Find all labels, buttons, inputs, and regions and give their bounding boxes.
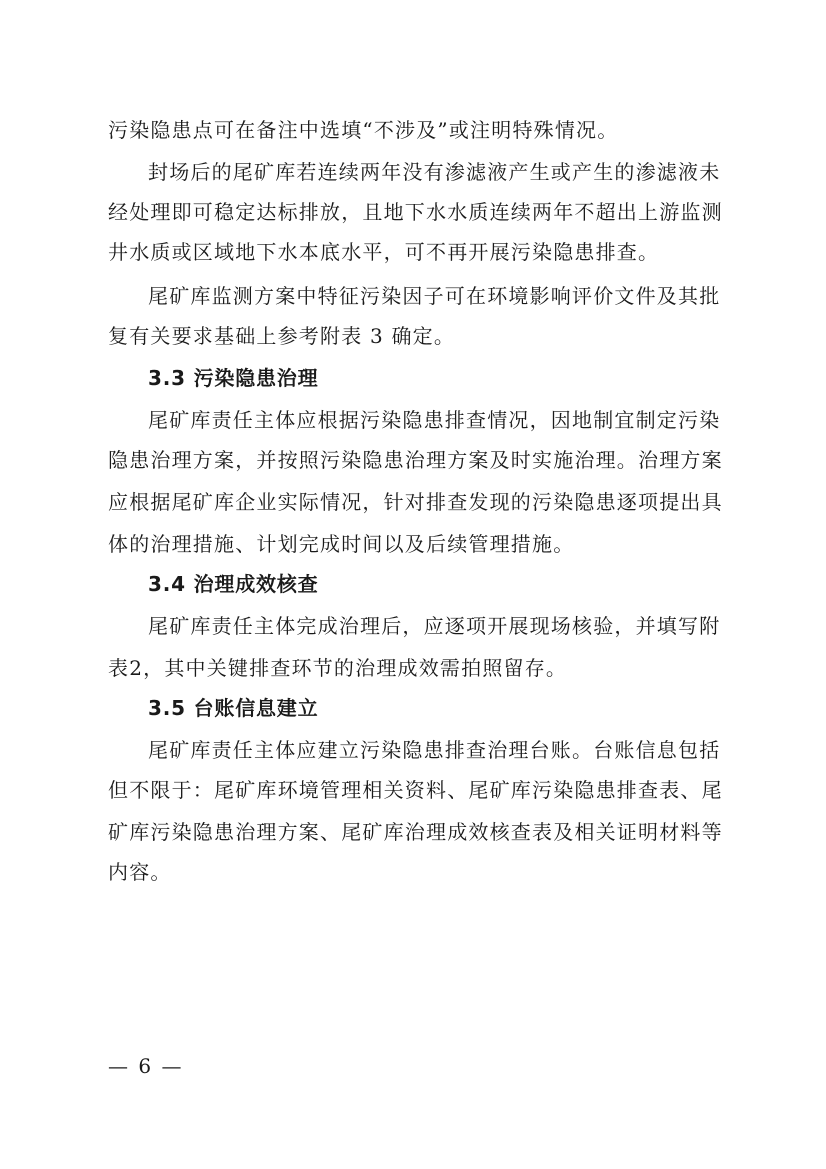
paragraph-line: 尾矿库责任主体应建立污染隐患排查治理台账。台账信息包括 <box>148 738 721 762</box>
paragraph-line: 尾矿库责任主体完成治理后，应逐项开展现场核验，并填写附 <box>148 614 721 638</box>
paragraph-line: 表2，其中关键排查环节的治理成效需拍照留存。 <box>108 656 568 680</box>
paragraph-line: 尾矿库责任主体应根据污染隐患排查情况，因地制宜制定污染 <box>148 408 721 432</box>
paragraph-line: 矿库污染隐患治理方案、尾矿库治理成效核查表及相关证明材料等 <box>108 820 723 844</box>
paragraph-line: 经处理即可稳定达标排放，且地下水水质连续两年不超出上游监测 <box>108 200 723 224</box>
paragraph-line: 复有关要求基础上参考附表 3 确定。 <box>108 324 456 348</box>
paragraph-line: 封场后的尾矿库若连续两年没有渗滤液产生或产生的渗滤液未 <box>148 160 721 184</box>
section-heading: 3.5 台账信息建立 <box>148 696 319 720</box>
section-heading: 3.4 治理成效核查 <box>148 572 319 596</box>
paragraph-line: 内容。 <box>108 860 172 884</box>
paragraph-line: 尾矿库监测方案中特征污染因子可在环境影响评价文件及其批 <box>148 284 721 308</box>
section-heading: 3.3 污染隐患治理 <box>148 366 319 390</box>
paragraph-line: 体的治理措施、计划完成时间以及后续管理措施。 <box>108 532 575 556</box>
paragraph-line: 应根据尾矿库企业实际情况，针对排查发现的污染隐患逐项提出具 <box>108 490 723 514</box>
paragraph-line: 井水质或区域地下水本底水平，可不再开展污染隐患排查。 <box>108 240 660 264</box>
paragraph-line: 但不限于：尾矿库环境管理相关资料、尾矿库污染隐患排查表、尾 <box>108 778 723 802</box>
paragraph-line: 隐患治理方案，并按照污染隐患治理方案及时实施治理。治理方案 <box>108 448 723 472</box>
page-number: — 6 — <box>108 1054 184 1078</box>
paragraph-line: 污染隐患点可在备注中选填“不涉及”或注明特殊情况。 <box>108 118 619 142</box>
